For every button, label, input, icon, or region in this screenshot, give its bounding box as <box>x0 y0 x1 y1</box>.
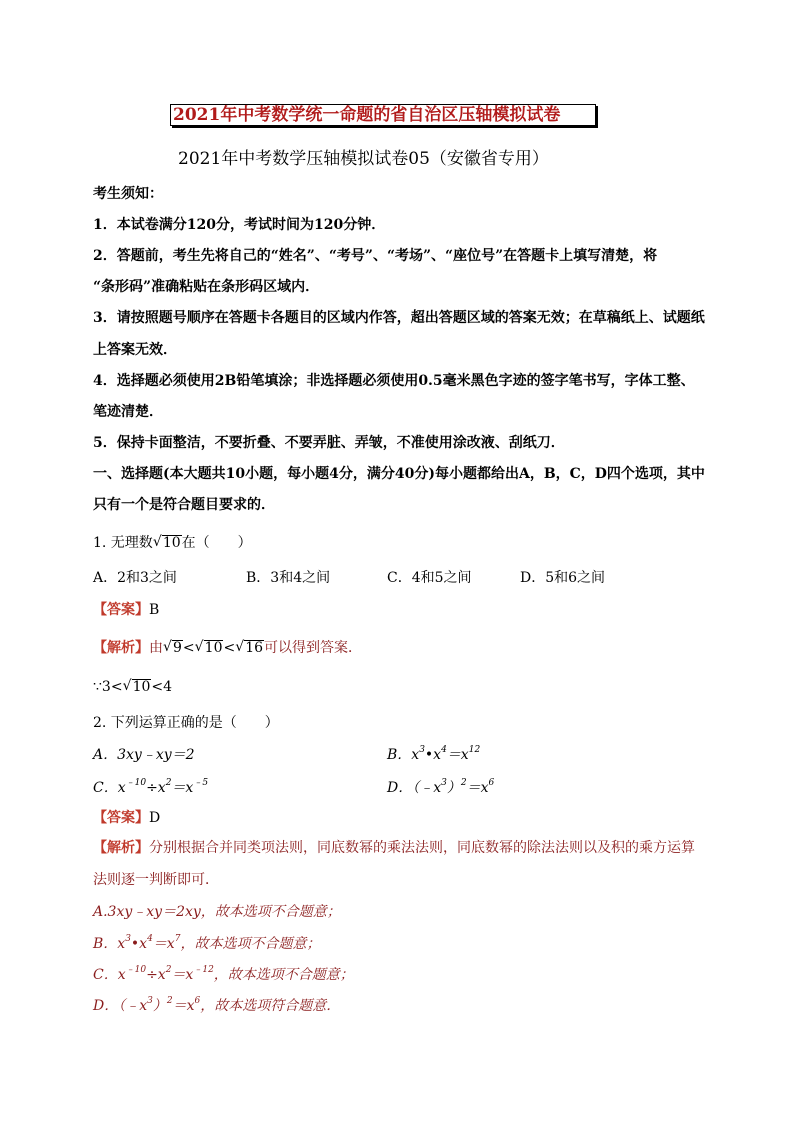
q1-analysis: 【解析】由√ 9<√ 10<√ 16可以得到答案． <box>93 638 362 658</box>
sqrt-symbol: √ 9 <box>163 638 183 658</box>
q2-option-d: D．$(﹣x^3)^2=x^6$ <box>387 778 495 796</box>
answer-tag: 【答案】 <box>93 810 149 826</box>
notice-item-5: 5．保持卡面整洁，不要折叠、不要弄脏、弄皱，不准使用涂改液、刮纸刀． <box>93 435 565 451</box>
notice-item-2-cont: “条形码”准确粘贴在条形码区域内． <box>93 279 320 295</box>
sqrt-symbol: √ 16 <box>235 638 264 658</box>
q2-solution-a: A.3xy﹣xy＝2xy，故本选项不合题意； <box>93 904 341 920</box>
q1-answer: 【答案】B <box>93 602 160 618</box>
page-title: 2021年中考数学压轴模拟试卷05（安徽省专用） <box>178 149 549 169</box>
notice-item-2: 2．答题前，考生先将自己的“姓名”、“考号”、“考场”、“座位号”在答题卡上填写清楚，将 <box>93 248 658 264</box>
q2-solution-c: C．$x^{﹣10}\div x^2=x^{﹣12}$，故本选项不合题意； <box>93 965 354 983</box>
q1-option-d: D．5和6之间 <box>520 570 606 586</box>
notice-item-4: 4．选择题必须使用2B铅笔填涂；非选择题必须使用0.5毫米黑色字迹的签字笔书写，字体工整、 <box>93 373 695 389</box>
q2-analysis-cont: 法则逐一判断即可． <box>93 872 219 888</box>
analysis-tag: 【解析】 <box>93 640 149 656</box>
section-heading-cont: 只有一个是符合题目要求的． <box>93 497 275 513</box>
q2-option-c: C．$x^{﹣10}\div x^2=x^{﹣5}$ <box>93 778 209 796</box>
question-2-stem: 2. 下列运算正确的是（ ） <box>93 715 279 731</box>
sqrt-symbol: √ 10 <box>195 638 224 658</box>
notice-item-1: 1．本试卷满分120分，考试时间为120分钟． <box>93 217 386 233</box>
q2-solution-b: B．$x^3•x^4=x^7$，故本选项不合题意； <box>93 934 321 952</box>
document-banner <box>170 104 596 126</box>
banner-title: 2021年中考数学统一命题的省自治区压轴模拟试卷 <box>173 105 561 125</box>
q2-option-a: A．3xy﹣xy＝2 <box>93 747 195 763</box>
q1-option-c: C．4和5之间 <box>387 570 472 586</box>
q2-solution-d: D．$(﹣x^3)^2=x^6$，故本选项符合题意． <box>93 996 341 1014</box>
notice-heading: 考生须知： <box>93 186 163 202</box>
q1-option-a: A．2和3之间 <box>93 570 177 586</box>
sqrt-symbol: √ 10 <box>153 533 182 553</box>
q2-answer: 【答案】D <box>93 810 161 826</box>
section-heading: 一、选择题(本大题共10小题，每小题4分，满分40分)每小题都给出A，B，C，D四个选项，其中 <box>93 466 705 482</box>
notice-item-3: 3．请按照题号顺序在答题卡各题目的区域内作答，超出答题区域的答案无效；在草稿纸上、试题纸 <box>93 310 705 326</box>
q2-analysis: 【解析】分别根据合并同类项法则，同底数幂的乘法法则，同底数幂的除法法则以及积的乘方运算 <box>93 840 695 856</box>
question-1-stem: 1. 无理数√ 10在（ ） <box>93 533 252 553</box>
q2-option-b: B．$x^3•x^4=x^{12}$ <box>387 745 481 763</box>
q1-because: ∵3<√ 10<4 <box>93 677 172 697</box>
analysis-tag: 【解析】 <box>93 840 149 856</box>
q1-option-b: B．3和4之间 <box>246 570 331 586</box>
answer-tag: 【答案】 <box>93 602 149 618</box>
notice-item-4-cont: 笔迹清楚． <box>93 404 163 420</box>
sqrt-symbol: √ 10 <box>123 677 152 697</box>
notice-item-3-cont: 上答案无效． <box>93 342 177 358</box>
